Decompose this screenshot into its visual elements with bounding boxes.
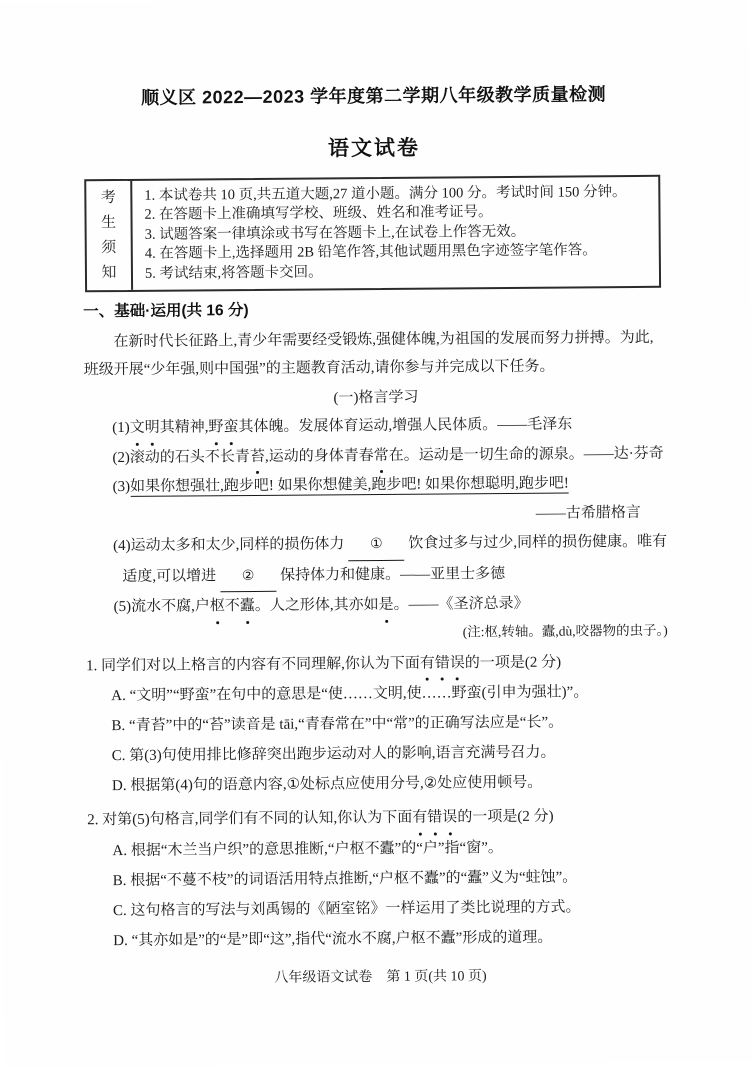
intro-line: 在新时代长征路上,青少年需要经受锻炼,强健体魄,为祖国的发展而努力拼搏。为此, [113, 329, 654, 351]
maxim-line-5: (5)流水不腐,户枢不蠹。人之形体,其亦如是。——《圣济总录》 [85, 589, 669, 623]
maxim-3-attribution: ——古希腊格言 [535, 504, 641, 522]
question-1 [86, 647, 671, 801]
question-2-stem: 2. 对第(5)句格言,同学们有不同的认知,你认为下面有错误的一项是(2 分) [87, 802, 671, 836]
question-1-option-a: A. “文明”“野蛮”在句中的意思是“使……文明,使……野蛮(引申为强壮)”。 [111, 684, 589, 705]
maxim-line-1: (1)文明其精神,野蛮其体魄。发展体育运动,增强人民体质。——毛泽东 [84, 410, 668, 444]
maxim-line-2: (2)滚动的石头不长青苔,运动的身体青春常在。运动是一切生命的源泉。——达·芬奇 [84, 439, 668, 473]
question-2-option-a: A. 根据“木兰当户织”的意思推断,“户枢不蠹”的“户”指“窗”。 [112, 839, 503, 859]
notice-item: 5. 考试结束,将答题卡交回。 [144, 264, 323, 282]
page-footer: 八年级语文试卷 第 1 页(共 10 页) [274, 968, 487, 986]
question-2-option-b: B. 根据“不蔓不枝”的词语活用特点推断,“户枢不蠹”的“蠹”义为“蛀蚀”。 [112, 868, 578, 889]
notice-label-cell [86, 181, 133, 290]
intro-line: 班级开展“少年强,则中国强”的主题教育活动,请你参与并完成以下任务。 [83, 358, 555, 379]
question-2 [87, 802, 672, 956]
section-heading: 一、基础·运用(共 16 分) [83, 302, 249, 321]
question-1-stem: 1. 同学们对以上格言的内容有不同理解,你认为下面有错误的一项是(2 分) [86, 647, 670, 681]
maxim-line-4b: 适度,可以增进 ② 保持体力和健康。——亚里士多德 [85, 558, 669, 593]
notice-item: 3. 试题答案一律填涂或书写在答题卡上,在试卷上作答无效。 [144, 223, 526, 243]
question-2-option-d: D. “其亦如是”的“是”即“这”,指代“流水不腐,户枢不蠹”形成的道理。 [113, 929, 553, 949]
notice-item: 4. 在答题卡上,选择题用 2B 铅笔作答,其他试题用黑色字迹签字笔作答。 [144, 242, 597, 263]
page-content [81, 0, 673, 988]
question-1-option-b: B. “青苔”中的“苔”读音是 tāi,“青春常在”中“常”的正确写法应是“长”。 [111, 714, 564, 735]
question-1-option-c: C. 第(3)句使用排比修辞突出跑步运动对人的影响,语言充满号召力。 [111, 744, 556, 765]
question-2-option-c: C. 这句格言的写法与刘禹锡的《陋室铭》一样运用了类比说理的方式。 [112, 898, 581, 919]
maxim-line-4a: (4)运动太多和太少,同样的损伤体力 ① 饮食过多与过少,同样的损伤健康。唯有 [85, 528, 669, 563]
notice-item: 1. 本试卷共 10 页,共五道大题,27 道小题。满分 100 分。考试时间 150 分钟。 [144, 184, 627, 204]
exam-title: 顺义区 2022—2023 学年度第二学期八年级教学质量检测 [140, 84, 607, 108]
notice-item: 2. 在答题卡上准确填写学校、班级、姓名和准考证号。 [144, 204, 493, 224]
notice-label: 考生须知 [100, 189, 117, 281]
candidate-notice-box [84, 175, 661, 293]
paper-title: 语文试卷 [327, 136, 421, 161]
question-1-option-d: D. 根据第(4)句的语意内容,①处标点应使用分号,②处应使用顿号。 [111, 774, 543, 795]
footnote: (注:枢,转轴。蠹,dù,咬器物的虫子。) [462, 622, 668, 639]
notice-items [132, 177, 659, 290]
subsection-title: (一)格言学习 [333, 389, 419, 407]
maxim-line-3: (3)如果你想强壮,跑步吧! 如果你想健美,跑步吧! 如果你想聪明,跑步吧! [112, 475, 569, 496]
